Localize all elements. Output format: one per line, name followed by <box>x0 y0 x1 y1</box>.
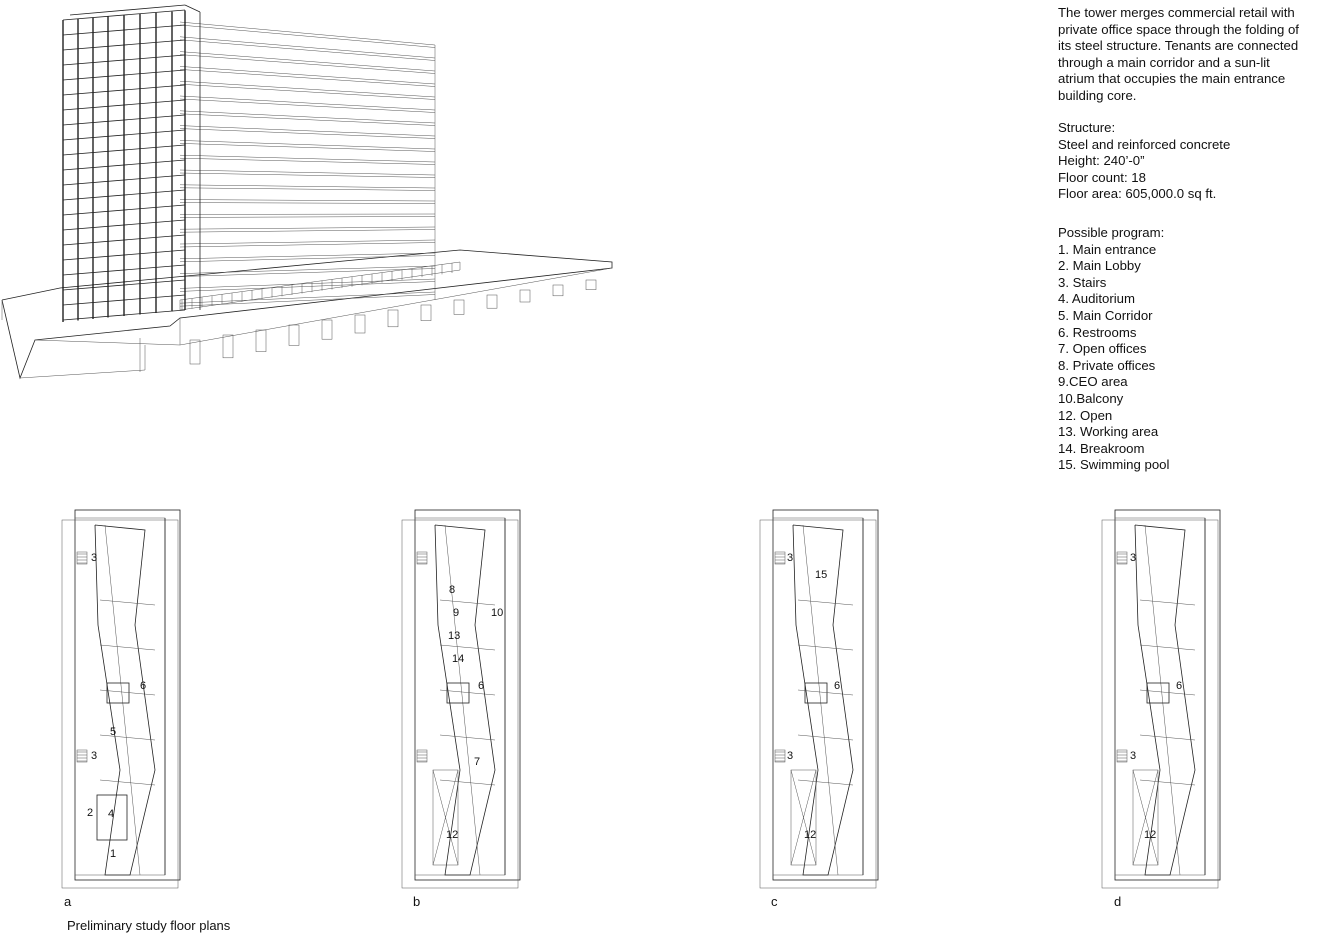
program-item: 6. Restrooms <box>1058 324 1137 340</box>
partition <box>440 645 495 650</box>
room-label: 5 <box>110 726 117 738</box>
restroom-box <box>805 683 827 703</box>
room-label: 12 <box>804 829 817 841</box>
restroom-box <box>107 683 129 703</box>
partition <box>798 735 853 740</box>
partition <box>798 600 853 605</box>
podium-column <box>388 310 398 327</box>
floor-plate-edge <box>180 99 435 113</box>
program-item: 8. Private offices <box>1058 357 1156 373</box>
plan-frame <box>415 510 520 880</box>
podium-column <box>520 290 530 302</box>
floor-plate-edge <box>180 84 435 99</box>
restroom-box <box>447 683 469 703</box>
floor-plans <box>62 510 1220 888</box>
structure-line: Floor count: 18 <box>1058 169 1146 185</box>
room-label: 6 <box>834 680 841 692</box>
floor-plate <box>180 126 435 136</box>
floor-plate-edge <box>180 25 435 48</box>
partition <box>100 600 155 605</box>
plan-inner <box>415 518 505 875</box>
floor-plate <box>180 52 435 71</box>
room-label: 2 <box>87 807 94 819</box>
room-label: 6 <box>140 680 147 692</box>
floor-plan-d <box>1102 510 1220 888</box>
floor-plate <box>180 111 435 123</box>
partition <box>440 780 495 785</box>
program-item: 10.Balcony <box>1058 390 1124 406</box>
plan-outline <box>62 520 178 888</box>
structure-heading: Structure: <box>1058 120 1116 135</box>
floor-plate <box>180 66 435 84</box>
podium-column <box>586 280 596 290</box>
floor-plate <box>180 170 435 175</box>
floor-plate-edge <box>180 173 435 178</box>
room-label: 10 <box>491 607 504 619</box>
program-item: 4. Auditorium <box>1058 291 1135 307</box>
floor-plate <box>180 292 435 303</box>
podium-edge <box>35 268 612 345</box>
floor-plate <box>180 200 435 201</box>
core-line <box>105 525 140 875</box>
partition <box>1140 645 1195 650</box>
room-label: 3 <box>787 552 794 564</box>
floor-plate <box>180 37 435 58</box>
podium-column <box>355 315 365 333</box>
program-list <box>1058 225 1308 474</box>
structure-line: Floor area: 605,000.0 sq ft. <box>1058 186 1217 202</box>
tower-roof <box>70 5 185 15</box>
room-label: 4 <box>108 808 115 820</box>
floor-plate <box>180 227 435 229</box>
podium-base <box>20 345 145 378</box>
floor-plate-edge <box>180 69 435 86</box>
room-label: 3 <box>91 552 98 564</box>
floor-plate <box>180 96 435 110</box>
partition <box>100 645 155 650</box>
partition <box>440 735 495 740</box>
plan-outline <box>402 520 518 888</box>
plan-frame <box>773 510 878 880</box>
room-label: 9 <box>453 607 460 619</box>
floor-plate <box>180 22 435 45</box>
podium-column <box>487 295 497 308</box>
program-item: 14. Breakroom <box>1058 440 1145 456</box>
core-line <box>1145 525 1183 875</box>
floor-plate-edge <box>180 282 435 292</box>
tower-wireframe <box>2 5 612 378</box>
floor-plate-edge <box>180 295 435 307</box>
partition <box>1140 735 1195 740</box>
folded-core <box>95 525 155 875</box>
floor-plate-edge <box>180 188 435 191</box>
floor-plate-edge <box>180 217 435 218</box>
plan-inner <box>1115 518 1205 875</box>
program-item: 1. Main entrance <box>1058 241 1157 257</box>
floor-plate-edge <box>180 114 435 126</box>
floor-plate-edge <box>180 256 435 262</box>
podium-column <box>553 285 563 296</box>
room-label: 1 <box>110 848 117 860</box>
floor-plan-c <box>760 510 878 888</box>
partition <box>798 780 853 785</box>
room-label: 6 <box>1176 680 1183 692</box>
floor-plate-edge <box>180 230 435 233</box>
plan-frame <box>75 510 180 880</box>
room-label: 12 <box>446 829 459 841</box>
tower-roof <box>185 5 200 12</box>
description-text: The tower merges commercial retail with private office space through the folding of its steel structure. Tenants are connected through a main corridor and a sun-lit atrium that occupies the main entrance building core. <box>1058 5 1299 103</box>
core-line <box>445 525 480 875</box>
plan-letter-a: a <box>64 894 72 909</box>
partition <box>1140 780 1195 785</box>
room-label: 13 <box>448 630 461 642</box>
drawing-caption: Preliminary study floor plans <box>67 918 231 933</box>
program-item: 13. Working area <box>1058 424 1159 440</box>
room-label: 8 <box>449 584 456 596</box>
project-description <box>1058 5 1308 105</box>
program-item: 3. Stairs <box>1058 274 1107 290</box>
podium-column <box>322 320 332 339</box>
program-item: 5. Main Corridor <box>1058 307 1153 323</box>
program-heading: Possible program: <box>1058 225 1165 240</box>
floor-plan-b <box>402 510 520 888</box>
room-label: 15 <box>815 569 828 581</box>
plan-inner <box>75 518 165 875</box>
structure-line: Height: 240’-0” <box>1058 153 1145 169</box>
program-item: 9.CEO area <box>1058 374 1128 390</box>
structure-line: Steel and reinforced concrete <box>1058 136 1231 152</box>
room-label: 3 <box>1130 750 1137 762</box>
room-label: 3 <box>787 750 794 762</box>
floor-plate <box>180 185 435 188</box>
plan-letter-d: d <box>1114 894 1122 909</box>
floor-plate-edge <box>180 203 435 204</box>
podium-column <box>289 325 299 345</box>
program-item: 2. Main Lobby <box>1058 258 1141 274</box>
partition <box>440 600 495 605</box>
room-label: 12 <box>1144 829 1157 841</box>
podium-column <box>223 335 233 358</box>
floor-plate <box>180 279 435 288</box>
program-item: 7. Open offices <box>1058 341 1147 357</box>
room-label: 6 <box>478 680 485 692</box>
floor-plan-a <box>62 510 180 888</box>
plan-frame <box>1115 510 1220 880</box>
plan-letter-b: b <box>413 894 421 909</box>
podium-column <box>190 340 200 364</box>
podium-column <box>454 300 464 314</box>
podium-column <box>256 330 266 352</box>
program-item: 12. Open <box>1058 407 1113 423</box>
structure-block <box>1058 120 1308 203</box>
partition <box>100 780 155 785</box>
floor-plate-edge <box>180 129 435 139</box>
floor-plate <box>180 155 435 162</box>
program-item: 15. Swimming pool <box>1058 457 1170 473</box>
plan-letter-c: c <box>771 894 778 909</box>
plan-outline <box>1102 520 1218 888</box>
podium-column <box>421 305 431 321</box>
room-label: 3 <box>91 750 98 762</box>
floor-plate <box>180 81 435 97</box>
floor-plate-edge <box>180 158 435 164</box>
partition <box>1140 600 1195 605</box>
room-label: 3 <box>1130 552 1137 564</box>
room-label: 14 <box>452 653 465 665</box>
room-label: 7 <box>474 756 481 768</box>
partition <box>100 735 155 740</box>
restroom-box <box>1147 683 1169 703</box>
partition <box>798 645 853 650</box>
